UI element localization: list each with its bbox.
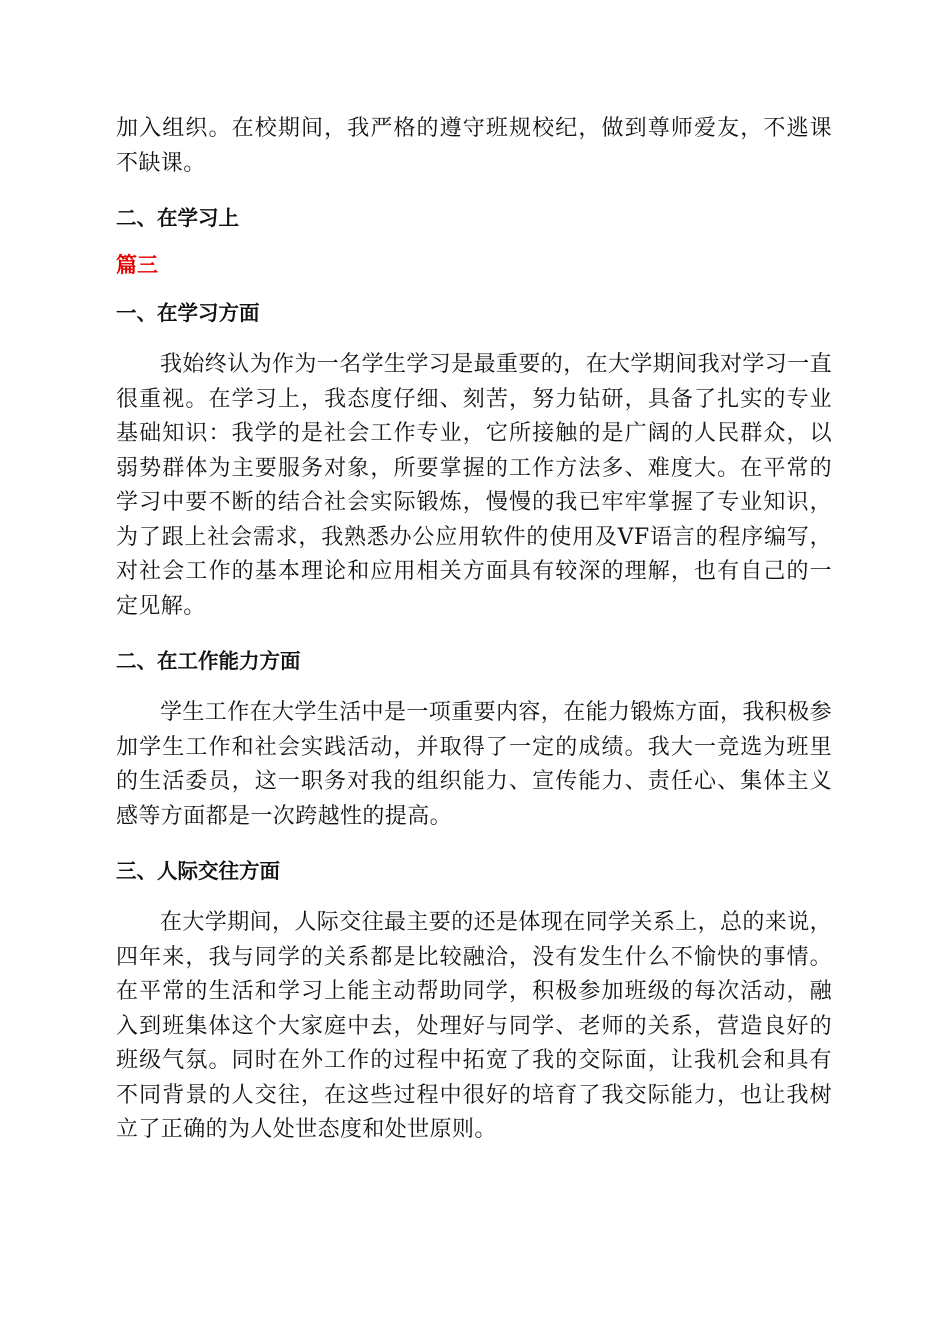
heading-work: 二、在工作能力方面 [116, 649, 301, 673]
heading-social: 三、人际交往方面 [116, 859, 280, 883]
heading-study-previous: 二、在学习上 [116, 206, 239, 230]
intro-paragraph: 加入组织。在校期间，我严格的遵守班规校纪，做到尊师爱友，不逃课不缺课。 [116, 116, 832, 176]
chapter-title: 篇三 [116, 253, 158, 277]
document-page [116, 112, 832, 1148]
paragraph-social: 在大学期间，人际交往最主要的还是体现在同学关系上，总的来说，四年来，我与同学的关系都是比较融洽，没有发生什么不愉快的事情。在平常的生活和学习上能主动帮助同学，积极参加班级的每次活动，融入到班集体这个大家庭中去，处理好与同学、老师的关系，营造良好的班级气氛。同时在外工作的过程中拓宽了我的交际面，让我机会和具有不同背景的人交往，在这些过程中很好的培育了我交际能力，也让我树立了正确的为人处世态度和处世原则。 [116, 910, 833, 1142]
heading-study: 一、在学习方面 [116, 301, 260, 325]
paragraph-work: 学生工作在大学生活中是一项重要内容，在能力锻炼方面，我积极参加学生工作和社会实践活动，并取得了一定的成绩。我大一竞选为班里的生活委员，这一职务对我的组织能力、宣传能力、责任心、集体主义感等方面都是一次跨越性的提高。 [116, 700, 833, 829]
paragraph-study: 我始终认为作为一名学生学习是最重要的，在大学期间我对学习一直很重视。在学习上，我态度仔细、刻苦，努力钻研，具备了扎实的专业基础知识：我学的是社会工作专业，它所接触的是广阔的人民群众，以弱势群体为主要服务对象，所要掌握的工作方法多、难度大。在平常的学习中要不断的结合社会实际锻炼，慢慢的我已牢牢掌握了专业知识，为了跟上社会需求，我熟悉办公应用软件的使用及VF语言的程序编写，对社会工作的基本理论和应用相关方面具有较深的理解，也有自己的一定见解。 [116, 352, 833, 619]
